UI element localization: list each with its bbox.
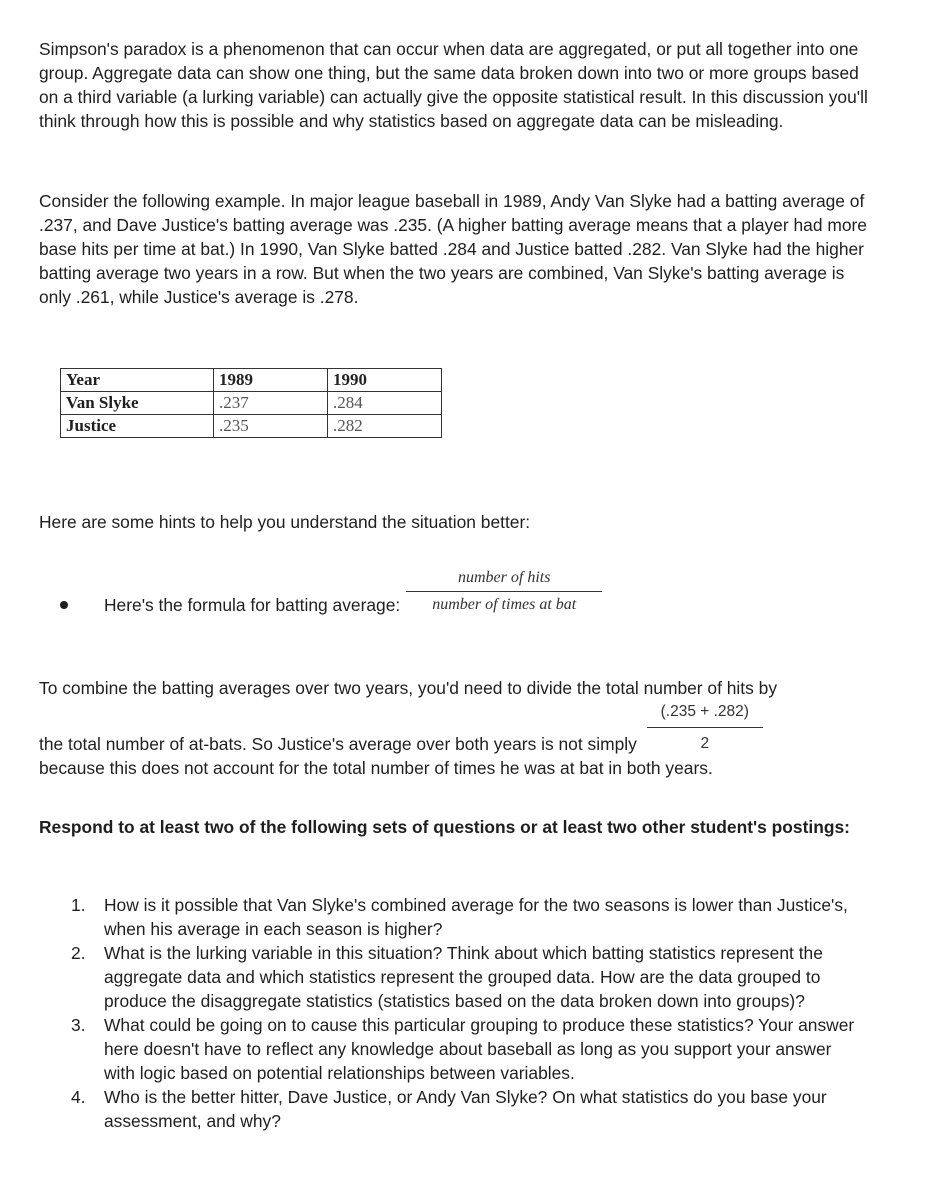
example-paragraph: Consider the following example. In major league baseball in 1989, Andy Van Slyke had a batting average of .237, and Dave Justice's batting average was .235. (A higher batting average means that a player had more base hits per time at bat.) In 1990, Van Slyke batted .284 and Justice batted .282. Van Slyke had the higher batting average two years in a row. But when the two years are combined, Van Slyke's batting average is only .261, while Justice's average is .278. [39, 191, 867, 307]
intro-paragraph: Simpson's paradox is a phenomenon that can occur when data are aggregated, or put all together into one group. Aggregate data can show one thing, but the same data broken down into two or more groups based on a third variable (a lurking variable) can actually give the opposite statistical result. In this discussion you'll think through how this is possible and why statistics based on aggregate data can be misleading. [39, 39, 868, 131]
item-text: What could be going on to cause this particular grouping to produce these statistics? Your answer here doesn't have to reflect any knowledge about baseball as long as you support your answer with logic based on potential relationships between variables. [104, 1015, 855, 1083]
combine-paragraph-1: To combine the batting averages over two years, you'd need to divide the total number of hits by [39, 678, 778, 698]
hints-intro: Here are some hints to help you understand the situation better: [39, 512, 531, 532]
table-header-cell: 1989 [214, 369, 328, 392]
bullet-icon [60, 601, 68, 609]
table-cell: .235 [214, 415, 328, 438]
item-number: 3. [71, 1015, 86, 1035]
item-text: Who is the better hitter, Dave Justice, or Andy Van Slyke? On what statistics do you base your assessment, and why? [104, 1087, 827, 1131]
list-item [71, 1013, 864, 1085]
table-header-cell: Year [61, 369, 214, 392]
table-cell: .282 [328, 415, 442, 438]
question-list [71, 893, 864, 1133]
respond-instructions: Respond to at least two of the following sets of questions or at least two other student's postings: [39, 817, 850, 837]
batting-average-table [60, 368, 442, 438]
item-number: 2. [71, 943, 86, 963]
fraction-numerator: (.235 + .282) [647, 702, 763, 728]
fraction-denominator: 2 [700, 735, 710, 752]
table-cell: Justice [61, 415, 214, 438]
list-item [71, 1085, 864, 1133]
simple-average-fraction [647, 702, 763, 754]
combine-text-a: the total number of at-bats. So Justice's average over both years is not simply [39, 734, 637, 754]
table-cell: .284 [328, 392, 442, 415]
combine-paragraph-2 [39, 702, 919, 780]
table-header-row [61, 369, 442, 392]
item-number: 4. [71, 1087, 86, 1107]
table-cell: .237 [214, 392, 328, 415]
formula-denominator: number of times at bat [432, 596, 577, 613]
item-text: How is it possible that Van Slyke's combined average for the two seasons is lower than Justice's, when his average in each season is higher? [104, 895, 848, 939]
list-item [71, 893, 864, 941]
batting-average-formula [406, 568, 602, 615]
table-row [61, 392, 442, 415]
formula-bullet [60, 568, 602, 617]
combine-text-b: because this does not account for the total number of times he was at bat in both years. [39, 758, 713, 778]
item-number: 1. [71, 895, 86, 915]
list-item [71, 941, 864, 1013]
table-header-cell: 1990 [328, 369, 442, 392]
combine-line-with-fraction [39, 702, 919, 756]
item-text: What is the lurking variable in this situation? Think about which batting statistics represent the aggregate data and which statistics represent the grouped data. How are the data grouped to produce the disaggregate statistics (statistics based on the data broken down into groups)? [104, 943, 823, 1011]
table-row [61, 415, 442, 438]
formula-label: Here's the formula for batting average: [104, 595, 401, 615]
formula-numerator: number of hits [406, 568, 602, 592]
table-cell: Van Slyke [61, 392, 214, 415]
